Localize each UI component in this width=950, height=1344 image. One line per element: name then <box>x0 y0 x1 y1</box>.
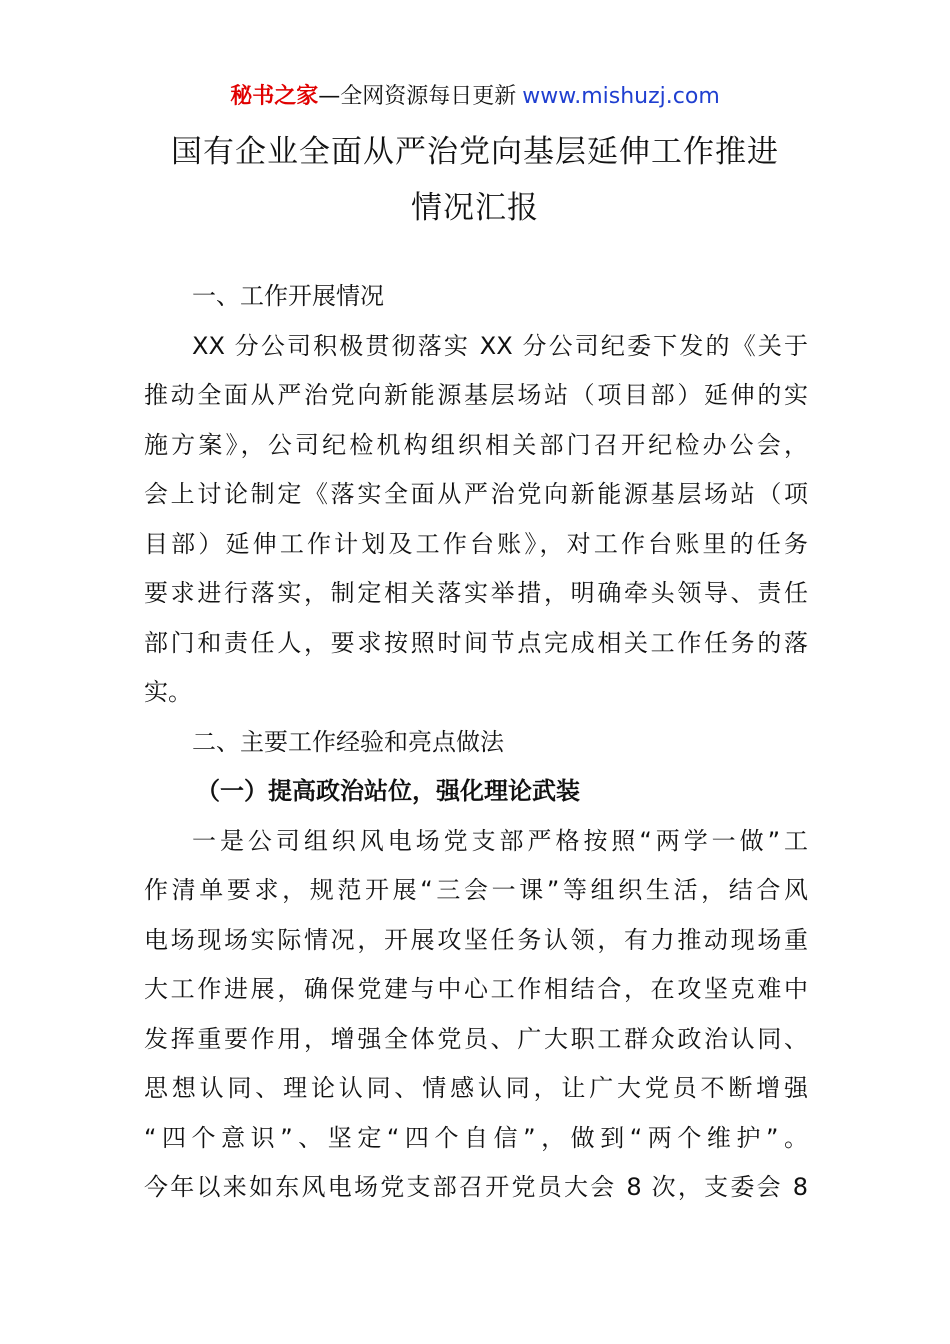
paragraph-line: 目部）延伸工作计划及工作台账》，对工作台账里的任务 <box>144 529 808 558</box>
document-body <box>144 272 808 1213</box>
paragraph-line: 部门和责任人，要求按照时间节点完成相关工作任务的落 <box>144 628 808 657</box>
paragraph-line: “四个意识”、坚定“四个自信”，做到“两个维护”。 <box>144 1123 808 1152</box>
paragraph-line: 今年以来如东风电场党支部召开党员大会 8 次，支委会 8 <box>144 1173 808 1201</box>
section-2-paragraph <box>144 817 808 1213</box>
paragraph-line: 施方案》，公司纪检机构组织相关部门召开纪检办公会， <box>144 430 808 459</box>
paragraph-line: 一是公司组织风电场党支部严格按照“两学一做”工 <box>192 826 808 855</box>
site-url[interactable]: www.mishuzj.com <box>522 84 720 109</box>
paragraph-line: 会上讨论制定《落实全面从严治党向新能源基层场站（项 <box>144 480 808 508</box>
paragraph-line: 思想认同、理论认同、情感认同，让广大党员不断增强 <box>144 1074 808 1102</box>
site-brand: 秘书之家 <box>230 84 319 109</box>
title-line-1: 国有企业全面从严治党向基层延伸工作推进 <box>171 134 779 170</box>
section-1-heading: 一、工作开展情况 <box>192 282 384 310</box>
paragraph-line: 实。 <box>144 678 192 706</box>
site-slogan: —全网资源每日更新 <box>318 84 517 109</box>
section-2-subheading: （一）提高政治站位，强化理论武装 <box>196 777 580 805</box>
section-2-heading: 二、主要工作经验和亮点做法 <box>192 727 504 756</box>
title-line-2: 情况汇报 <box>411 190 539 226</box>
section-1-paragraph <box>144 322 808 718</box>
document-title <box>0 124 950 236</box>
paragraph-line: 要求进行落实，制定相关落实举措，明确牵头领导、责任 <box>144 579 808 607</box>
paragraph-line: 大工作进展，确保党建与中心工作相结合，在攻坚克难中 <box>144 975 808 1003</box>
paragraph-line: 发挥重要作用，增强全体党员、广大职工群众政治认同、 <box>144 1024 808 1053</box>
site-header <box>0 82 950 112</box>
paragraph-line: 作清单要求，规范开展“三会一课”等组织生活，结合风 <box>144 876 808 904</box>
paragraph-line: 推动全面从严治党向新能源基层场站（项目部）延伸的实 <box>144 381 808 409</box>
paragraph-line: 电场现场实际情况，开展攻坚任务认领，有力推动现场重 <box>144 925 808 954</box>
paragraph-line: XX 分公司积极贯彻落实 XX 分公司纪委下发的《关于 <box>192 331 808 360</box>
